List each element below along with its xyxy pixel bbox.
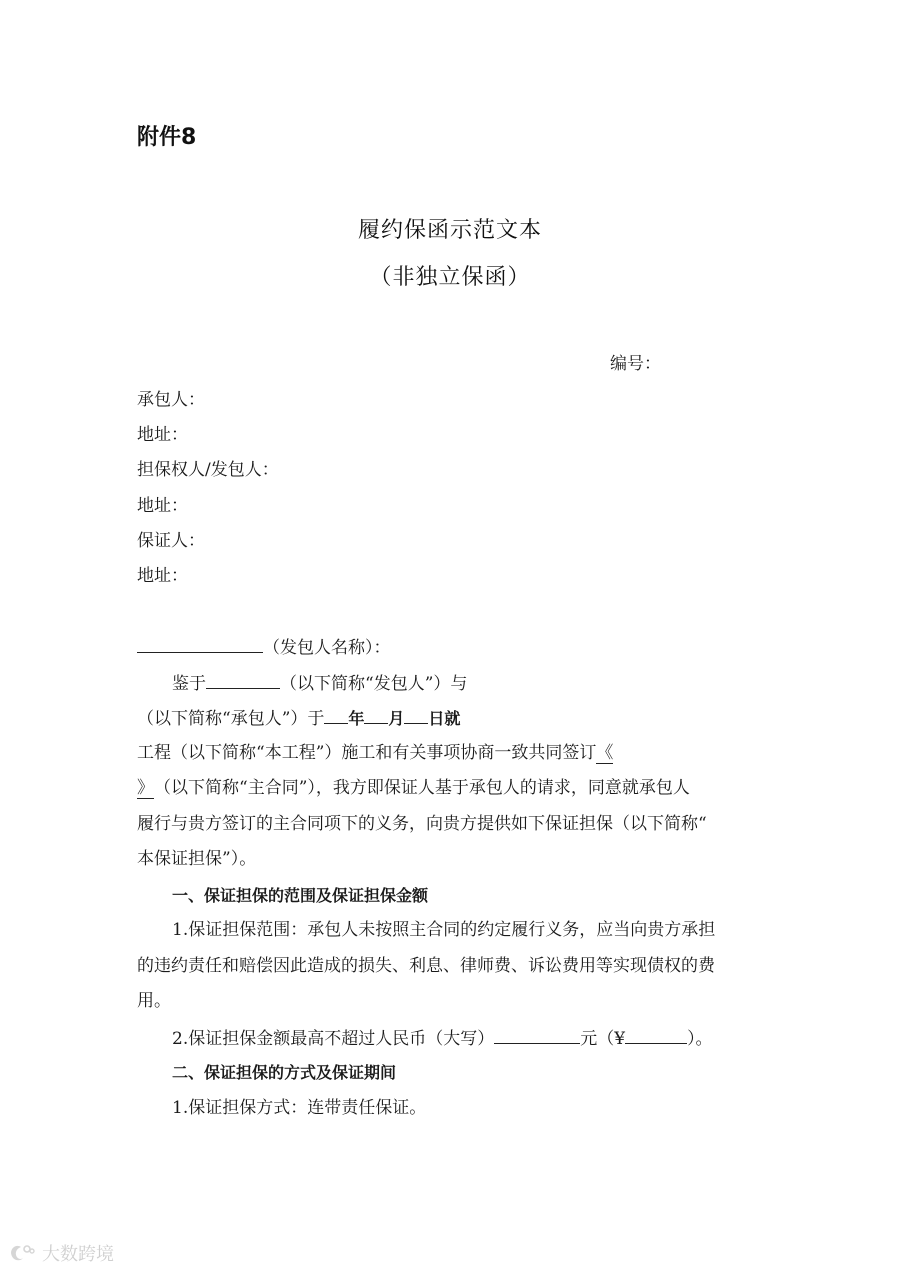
party-contractor-address-label: 地址： [137, 425, 188, 445]
party-guarantor-label: 保证人： [137, 531, 205, 551]
contractor-abbrev-text: （以下简称“承包人”）于 [137, 709, 325, 729]
document-title: 履约保函示范文本 [357, 218, 542, 243]
guarantee-abbrev-line: 本保证担保”）。 [137, 849, 257, 869]
addressee-line [137, 634, 391, 660]
amount-figures-blank [625, 1025, 687, 1044]
amount-suffix: ）。 [687, 1029, 713, 1049]
whereas-line [172, 670, 467, 696]
main-contract-line [137, 776, 690, 800]
party-guarantor-address-label: 地址： [137, 566, 188, 586]
obligation-line: 履行与贵方签订的主合同项下的义务，向贵方提供如下保证担保（以下简称“ [137, 814, 707, 834]
party-contractor-label: 承包人： [137, 390, 205, 410]
document-subtitle: （非独立保函） [369, 265, 531, 290]
main-contract-text: （以下简称“主合同”），我方即保证人基于承包人的请求，同意就承包人 [154, 778, 690, 798]
addressee-blank [137, 634, 263, 653]
section2-item1: 1.保证担保方式：连带责任保证。 [172, 1098, 427, 1118]
contractor-date-line [137, 705, 460, 731]
project-line [137, 741, 613, 765]
brand-logo-icon [8, 1242, 36, 1264]
amount-words-blank [494, 1025, 580, 1044]
day-label: 日就 [428, 709, 461, 728]
project-text: 工程（以下简称“本工程”）施工和有关事项协商一致共同签订 [137, 743, 597, 763]
contract-close-bracket: 》 [137, 778, 154, 798]
day-blank [404, 705, 428, 724]
watermark [8, 1240, 114, 1266]
addressee-suffix: （发包人名称）： [263, 638, 391, 658]
year-label: 年 [348, 709, 365, 728]
amount-prefix: 2.保证担保金额最高不超过人民币（大写） [172, 1029, 495, 1049]
contract-open-bracket: 《 [596, 743, 614, 763]
party-employer-address-label: 地址： [137, 496, 188, 516]
employer-name-blank [206, 670, 280, 689]
serial-number-label: 编号： [610, 354, 661, 374]
section1-item1-line2: 的违约责任和赔偿因此造成的损失、利息、律师费、诉讼费用等实现债权的费 [137, 956, 715, 976]
attachment-label: 附件8 [137, 125, 197, 150]
section2-heading: 二、保证担保的方式及保证期间 [172, 1063, 397, 1082]
section1-item2 [172, 1025, 713, 1051]
month-blank [364, 705, 388, 724]
whereas-mid: （以下简称“发包人”）与 [280, 674, 468, 694]
section1-item1-line1: 1.保证担保范围：承包人未按照主合同的约定履行义务，应当向贵方承担 [172, 920, 716, 940]
section1-heading: 一、保证担保的范围及保证担保金额 [172, 886, 429, 905]
whereas-prefix: 鉴于 [172, 674, 206, 694]
watermark-text: 大数跨境 [42, 1244, 114, 1265]
section1-item1-line3: 用。 [137, 991, 171, 1011]
party-employer-label: 担保权人/发包人： [137, 460, 279, 480]
amount-mid: 元（¥ [580, 1029, 626, 1049]
month-label: 月 [388, 709, 405, 728]
year-blank [324, 705, 348, 724]
